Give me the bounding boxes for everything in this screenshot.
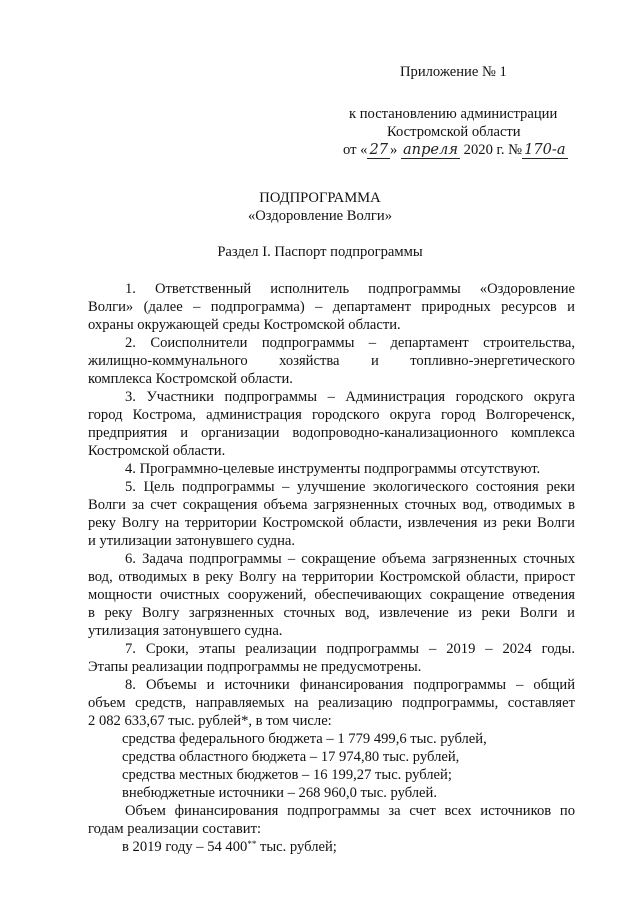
handwritten-month: апреля (402, 141, 459, 158)
paragraph-line: охраны окружающей среды Костромской области. (88, 317, 401, 333)
date-mid: » (390, 142, 398, 158)
paragraph-line: 5. Цель подпрограммы – улучшение экологического состояния реки (125, 479, 575, 495)
paragraph-line: и утилизации затонувшего судна. (88, 533, 296, 549)
paragraph-line: Волги за счет сокращения объема загрязненных сточных вод, отводимых в (88, 497, 575, 513)
paragraph-line: 2. Соисполнители подпрограммы – департамент строительства, (125, 335, 575, 351)
paragraph-line: годам реализации составит: (88, 821, 262, 837)
resolution-date (343, 142, 568, 159)
handwritten-number: 170-а (524, 141, 566, 158)
year-amount-text: в 2019 году – 54 400 (122, 839, 248, 855)
doc-title: ПОДПРОГРАММА (259, 190, 381, 206)
paragraph-line: объем средств, направляемых на реализацию подпрограммы, составляет (88, 695, 575, 711)
section-heading: Раздел I. Паспорт подпрограммы (217, 244, 423, 260)
date-prefix: от « (343, 142, 368, 158)
year-amount-unit: тыс. рублей; (256, 839, 337, 855)
year-text: 2020 г. № (463, 142, 523, 158)
paragraph-line: 2 082 633,67 тыс. рублей*, в том числе: (88, 713, 332, 729)
paragraph-line: в реку Волгу загрязненных сточных вод, извлечение из реки Волги и (88, 605, 575, 621)
paragraph-line: мощности очистных сооружений, обеспечивающих сокращение отведения (88, 587, 575, 603)
paragraph-line: 4. Программно-целевые инструменты подпрограммы отсутствуют. (125, 461, 541, 477)
handwritten-day: 27 (369, 141, 389, 158)
resolution-label: к постановлению администрации (349, 106, 558, 122)
paragraph-line: 8. Объемы и источники финансирования подпрограммы – общий (125, 677, 575, 693)
paragraph-line: Волги» (далее – подпрограмма) – департамент природных ресурсов и (88, 299, 575, 315)
paragraph-line: Объем финансирования подпрограммы за счет всех источников по (125, 803, 575, 819)
funding-regional: средства областного бюджета – 17 974,80 тыс. рублей, (122, 749, 460, 765)
paragraph-line: жилищно-коммунального хозяйства и топливно-энергетического (88, 353, 575, 369)
paragraph-line: вод, отводимых в реку Волгу на территории Костромской области, прирост (88, 569, 575, 585)
paragraph-line: Костромской области. (88, 443, 226, 459)
paragraph-line: 1. Ответственный исполнитель подпрограммы «Оздоровление (125, 281, 575, 297)
paragraph-line: предприятия и организации водопроводно-канализационного комплекса (88, 425, 575, 441)
paragraph-line: реку Волгу на территории Костромской области, извлечения из реки Волги (88, 515, 575, 531)
footnote-mark: ** (247, 839, 257, 849)
paragraph-line: утилизация затонувшего судна. (88, 623, 283, 639)
doc-subtitle: «Оздоровление Волги» (247, 208, 393, 224)
paragraph-line: 3. Участники подпрограммы – Администрация городского округа (125, 389, 575, 405)
funding-year-2019 (122, 838, 575, 856)
paragraph-line: город Кострома, администрация городского округа город Волгореченск, (88, 407, 575, 423)
paragraph-line: 7. Сроки, этапы реализации подпрограммы – 2019 – 2024 годы. (125, 641, 575, 657)
paragraph-line: Этапы реализации подпрограммы не предусмотрены. (88, 659, 422, 675)
appendix-label: Приложение № 1 (400, 64, 507, 80)
funding-local: средства местных бюджетов – 16 199,27 тыс. рублей; (122, 767, 452, 783)
paragraph-line: 6. Задача подпрограммы – сокращение объема загрязненных сточных (125, 551, 575, 567)
region-label: Костромской области (387, 124, 521, 140)
funding-federal: средства федерального бюджета – 1 779 499,6 тыс. рублей, (122, 731, 487, 747)
paragraph-line: комплекса Костромской области. (88, 371, 293, 387)
funding-extrabudgetary: внебюджетные источники – 268 960,0 тыс. рублей. (122, 785, 437, 801)
